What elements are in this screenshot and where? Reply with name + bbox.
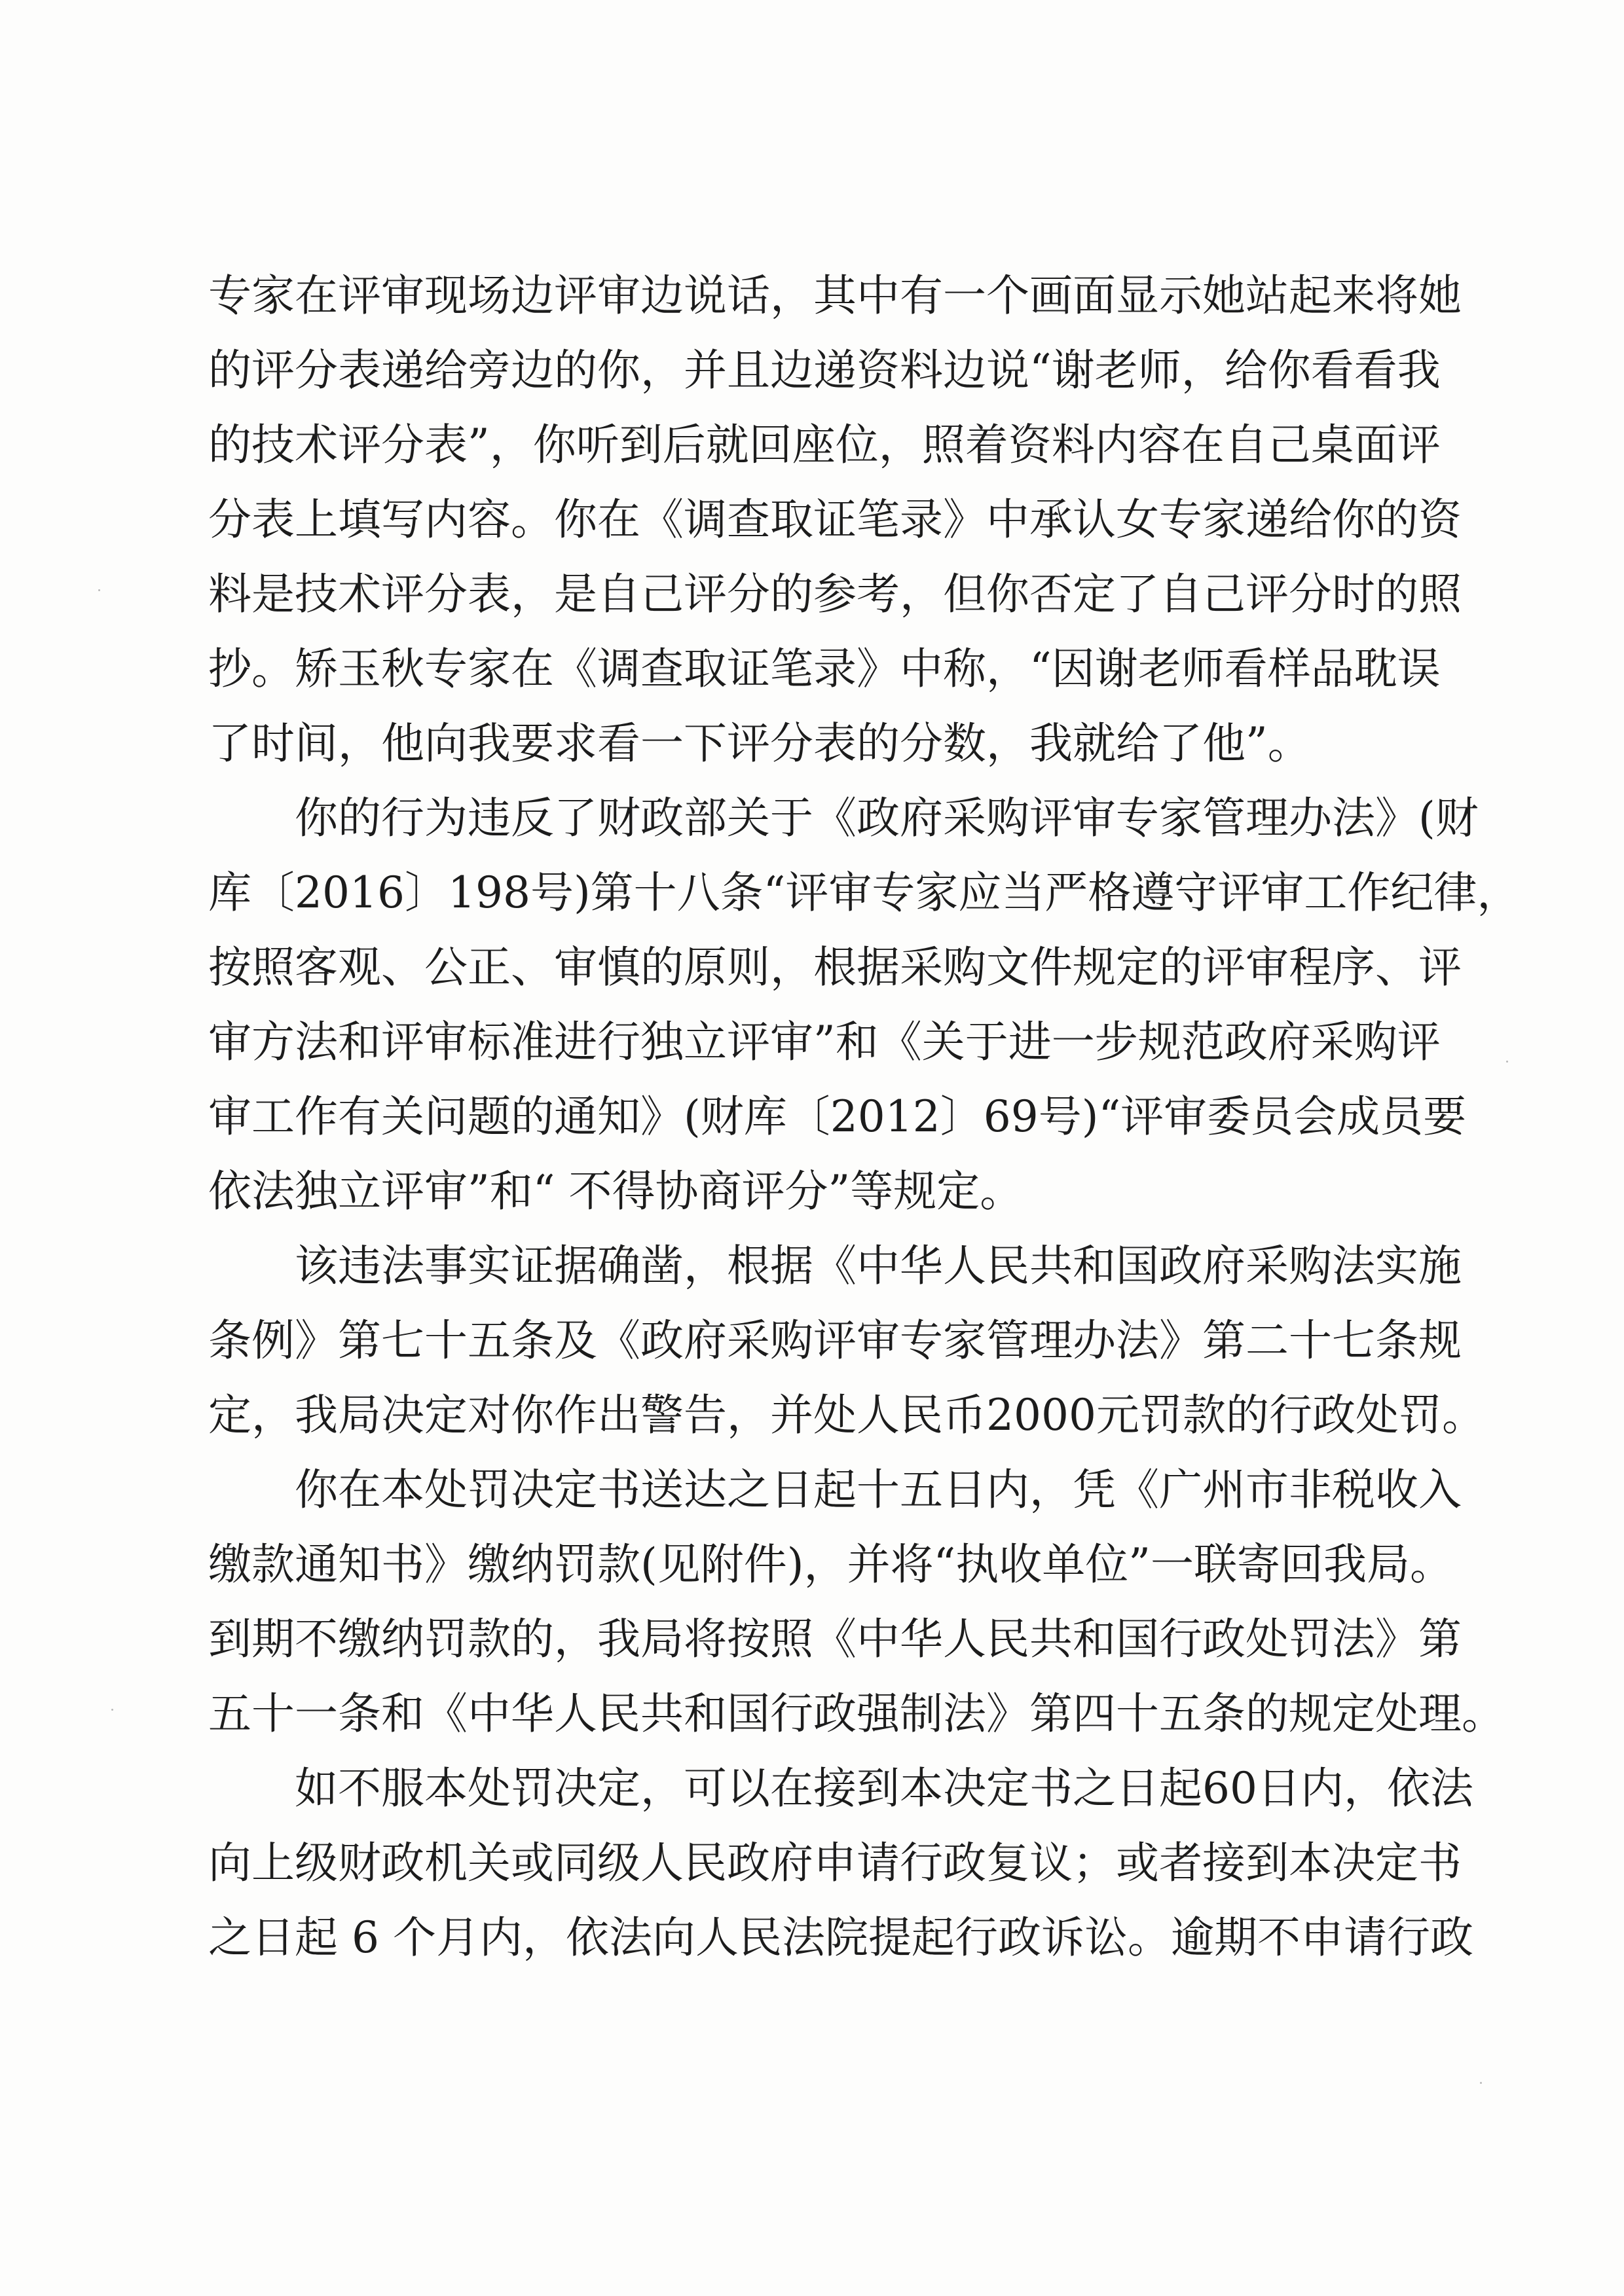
body-line: 了时间，他向我要求看一下评分表的分数，我就给了他”。 (208, 718, 1311, 769)
body-line: 的评分表递给旁边的你，并且边递资料边说“谢老师，给你看看我 (208, 345, 1441, 395)
body-line: 分表上填写内容。你在《调查取证笔录》中承认女专家递给你的资 (208, 494, 1462, 545)
scan-speck (111, 1709, 113, 1711)
body-line: 定，我局决定对你作出警告，并处人民币2000元罚款的行政处罚。 (208, 1390, 1485, 1440)
body-line: 该违法事实证据确凿，根据《中华人民共和国政府采购法实施 (295, 1241, 1462, 1291)
body-line: 你的行为违反了财政部关于《政府采购评审专家管理办法》(财 (295, 793, 1479, 843)
body-line: 料是技术评分表，是自己评分的参考，但你否定了自己评分时的照 (208, 569, 1462, 619)
document-body (208, 259, 1521, 1975)
body-line: 如不服本处罚决定，可以在接到本决定书之日起60日内，依法 (295, 1763, 1473, 1813)
body-line: 的技术评分表”，你听到后就回座位，照着资料内容在自己桌面评 (208, 420, 1441, 470)
body-line: 缴款通知书》缴纳罚款(见附件)，并将“执收单位”一联寄回我局。 (208, 1539, 1453, 1590)
body-line: 按照客观、公正、审慎的原则，根据采购文件规定的评审程序、评 (208, 942, 1462, 993)
body-line: 抄。矫玉秋专家在《调查取证笔录》中称，“因谢老师看样品耽误 (208, 644, 1441, 694)
body-line: 向上级财政机关或同级人民政府申请行政复议；或者接到本决定书 (208, 1838, 1462, 1888)
scan-speck (98, 589, 100, 591)
body-line: 条例》第七十五条及《政府采购评审专家管理办法》第二十七条规 (208, 1315, 1462, 1366)
body-line: 五十一条和《中华人民共和国行政强制法》第四十五条的规定处理。 (208, 1688, 1505, 1739)
body-line: 之日起 6 个月内，依法向人民法院提起行政诉讼。逾期不申请行政 (208, 1912, 1473, 1963)
body-line: 到期不缴纳罚款的，我局将按照《中华人民共和国行政处罚法》第 (208, 1614, 1462, 1664)
body-line: 你在本处罚决定书送达之日起十五日内，凭《广州市非税收入 (295, 1465, 1462, 1515)
body-line: 依法独立评审”和“ 不得协商评分”等规定。 (208, 1166, 1024, 1216)
body-line: 库〔2016〕198号)第十八条“评审专家应当严格遵守评审工作纪律， (208, 867, 1521, 918)
body-line: 专家在评审现场边评审边说话，其中有一个画面显示她站起来将她 (208, 270, 1462, 321)
scan-speck (1506, 1061, 1508, 1063)
body-line: 审方法和评审标准进行独立评审”和《关于进一步规范政府采购评 (208, 1017, 1441, 1067)
body-line: 审工作有关问题的通知》(财库〔2012〕69号)“评审委员会成员要 (208, 1091, 1467, 1142)
scan-speck (1480, 2082, 1482, 2084)
